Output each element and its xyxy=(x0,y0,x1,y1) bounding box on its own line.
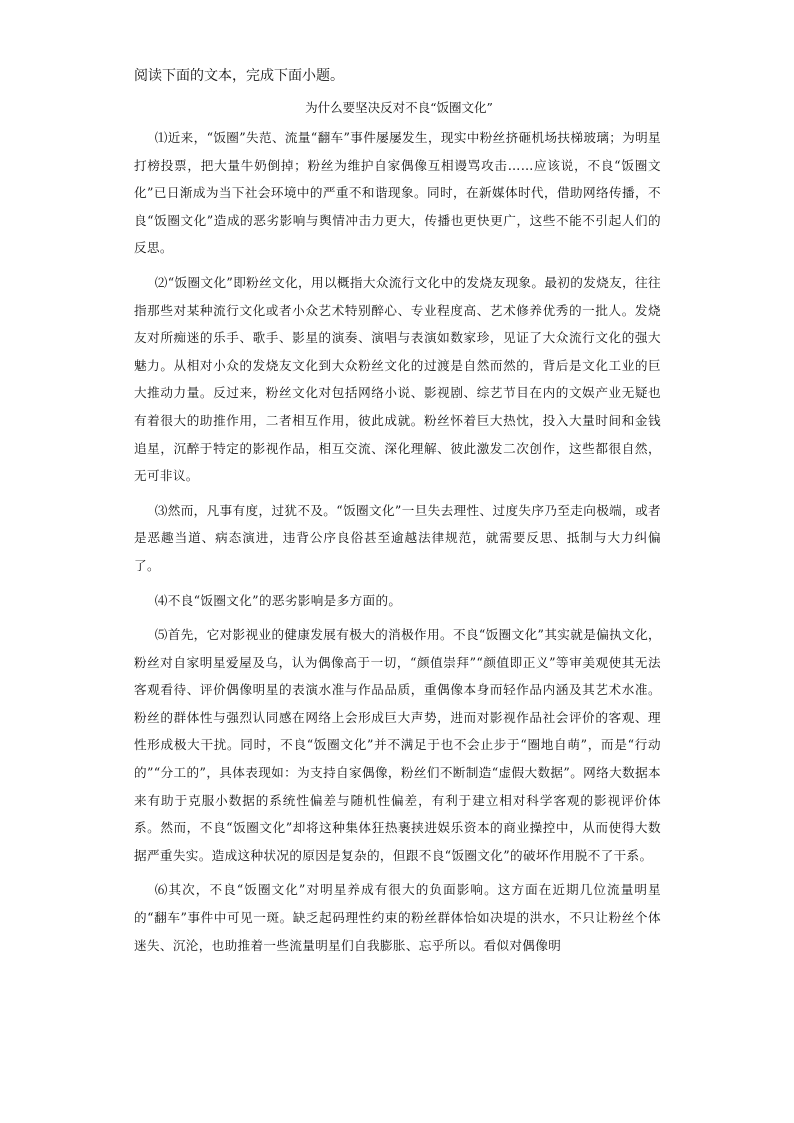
paragraph-5: ⑸首先，它对影视业的健康发展有极大的消极作用。不良“饭圈文化”其实就是偏执文化，粉丝对自家明星爱屋及乌，认为偶像高于一切，“颜值崇拜”“颜值即正义”等审美观使其无法客观看待、评价偶像明星的表演水准与作品品质，重偶像本身而轻作品内涵及其艺术水准。粉丝的群体性与强烈认同感在网络上会形成巨大声势，进而对影视作品社会评价的客观、理性形成极大干扰。同时，不良“饭圈文化”并不满足于也不会止步于“圈地自萌”，而是“行动的”“分工的”，具体表现如：为支持自家偶像，粉丝们不断制造“虚假大数据”。网络大数据本来有助于克服小数据的系统性偏差与随机性偏差，有利于建立相对科学客观的影视评价体系。然而，不良“饭圈文化”却将这种集体狂热裹挟进娱乐资本的商业操控中，从而使得大数据严重失实。造成这种状况的原因是复杂的，但跟不良“饭圈文化”的破坏作用脱不了干系。 xyxy=(134,627,661,863)
paragraph-4: ⑷不良“饭圈文化”的恶劣影响是多方面的。 xyxy=(154,592,402,608)
article-body xyxy=(134,124,661,966)
paragraph-3: ⑶然而，凡事有度，过犹不及。“饭圈文化”一旦失去理性、过度失序乃至走向极端，或者是恶趣当道、病态演进，违背公序良俗甚至逾越法律规范，就需要反思、抵制与大力纠偏了。 xyxy=(134,502,661,573)
paragraph-6: ⑹其次，不良“饭圈文化”对明星养成有很大的负面影响。这方面在近期几位流量明星的“翻车”事件中可见一斑。缺乏起码理性约束的粉丝群体恰如决堤的洪水，不只让粉丝个体迷失、沉沦，也助推着一些流量明星们自我膨胀、忘乎所以。看似对偶像明 xyxy=(134,882,661,953)
paragraph-1: ⑴近来，“饭圈”失范、流量“翻车”事件屡屡发生，现实中粉丝挤砸机场扶梯玻璃；为明星打榜投票，把大量牛奶倒掉；粉丝为维护自家偶像互相谩骂攻击……应该说，不良“饭圈文化”已日渐成为当下社会环境中的严重不和谐现象。同时，在新媒体时代，借助网络传播，不良“饭圈文化”造成的恶劣影响与舆情冲击力更大，传播也更快更广，这些不能不引起人们的反思。 xyxy=(134,130,661,256)
reading-instruction: 阅读下面的文本，完成下面小题。 xyxy=(134,68,344,84)
article-title: 为什么要坚决反对不良“饭圈文化” xyxy=(305,100,493,115)
paragraph-2: ⑵“饭圈文化”即粉丝文化，用以概指大众流行文化中的发烧友现象。最初的发烧友，往往指那些对某种流行文化或者小众艺术特别醉心、专业程度高、艺术修养优秀的一批人。发烧友对所痴迷的乐手、歌手、影星的演奏、演唱与表演如数家珍，见证了大众流行文化的强大魅力。从相对小众的发烧友文化到大众粉丝文化的过渡是自然而然的，背后是文化工业的巨大推动力量。反过来，粉丝文化对包括网络小说、影视剧、综艺节目在内的文娱产业无疑也有着很大的助推作用，二者相互作用，彼此成就。粉丝怀着巨大热忱，投入大量时间和金钱追星，沉醉于特定的影视作品，相互交流、深化理解、彼此激发二次创作，这些都很自然，无可非议。 xyxy=(134,274,661,484)
